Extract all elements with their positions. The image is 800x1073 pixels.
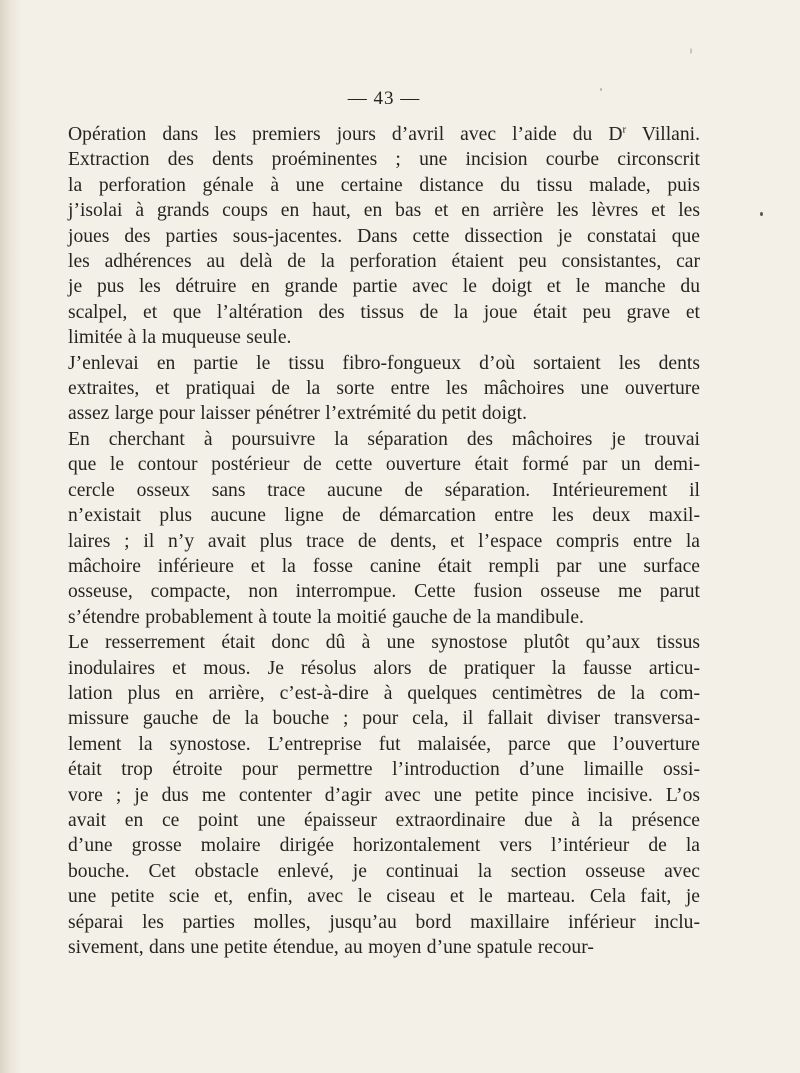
text-line: Extraction des dents proéminentes ; une incision courbe circonscrit [68,149,700,171]
text-line: J’enlevai en partie le tissu fibro-fongueux d’où sortaient les dents [68,352,700,374]
text-line [68,122,700,147]
page-spine-shadow [0,0,22,1073]
paragraph [68,427,700,630]
text-line: Le resserrement était donc dû à une synostose plutôt qu’aux tissus [68,632,700,654]
text-line: n’existait plus aucune ligne de démarcation entre les deux maxil- [68,505,700,527]
text-line: scalpel, et que l’altération des tissus de la joue était peu grave et [68,301,700,323]
paragraph [68,351,700,427]
paragraph [68,122,700,351]
text-line: joues des parties sous-jacentes. Dans cette dissection je constatai que [68,225,700,247]
text-line: extraites, et pratiquai de la sorte entre les mâchoires une ouverture [68,378,700,400]
book-page [68,88,700,960]
text-line: inodulaires et mous. Je résolus alors de pratiquer la fausse articu- [68,657,700,679]
text-line: lement la synostose. L’entreprise fut malaisée, parce que l’ouverture [68,733,700,755]
text-line: assez large pour laisser pénétrer l’extrémité du petit doigt. [68,403,528,425]
text-line: vore ; je dus me contenter d’agir avec une petite pince incisive. L’os [68,784,700,806]
text-line: bouche. Cet obstacle enlevé, je continuai la section osseuse avec [68,860,700,882]
text-line: En cherchant à poursuivre la séparation des mâchoires je trouvai [68,428,700,450]
text-line: sivement, dans une petite étendue, au moyen d’une spatule recour- [68,937,594,958]
text-line: une petite scie et, enfin, avec le ciseau et le marteau. Cela fait, je [68,886,700,908]
text-line: s’étendre probablement à toute la moitié gauche de la mandibule. [68,606,584,628]
text-line: laires ; il n’y avait plus trace de dents, et l’espace compris entre la [68,530,700,552]
text-line: osseuse, compacte, non interrompue. Cette fusion osseuse me parut [68,581,700,603]
ink-speck [760,212,763,216]
text-line: d’une grosse molaire dirigée horizontalement vers l’intérieur de la [68,835,700,857]
page-number: — 43 — [347,88,421,109]
text-fragment: Villani. [626,124,701,145]
text-line: que le contour postérieur de cette ouverture était formé par un demi- [68,454,700,476]
ink-speck [600,88,602,91]
text-line: j’isolai à grands coups en haut, en bas et en arrière les lèvres et les [68,200,700,222]
text-line: je pus les détruire en grande partie avec le doigt et le manche du [68,276,700,298]
text-line: séparai les parties molles, jusqu’au bord maxillaire inférieur inclu- [68,911,700,933]
text-line: cercle osseux sans trace aucune de séparation. Intérieurement il [68,479,700,501]
text-line: limitée à la muqueuse seule. [68,327,292,349]
text-line: missure gauche de la bouche ; pour cela, il fallait diviser transversa- [68,708,700,730]
text-body [68,122,700,960]
text-fragment: Opération dans les premiers jours d’avril avec l’aide du D [68,124,623,145]
text-line: était trop étroite pour permettre l’introduction d’une limaille ossi- [68,759,700,781]
superscript: r [622,123,627,136]
text-line: lation plus en arrière, c’est-à-dire à quelques centimètres de la com- [68,682,700,704]
paragraph [68,630,700,960]
text-line: les adhérences au delà de la perforation étaient peu consistantes, car [68,251,700,273]
ink-speck [690,48,692,54]
text-line: mâchoire inférieure et la fosse canine était rempli par une surface [68,555,700,577]
text-line: avait en ce point une épaisseur extraordinaire due à la présence [68,809,700,831]
text-line: la perforation génale à une certaine distance du tissu malade, puis [68,174,700,196]
